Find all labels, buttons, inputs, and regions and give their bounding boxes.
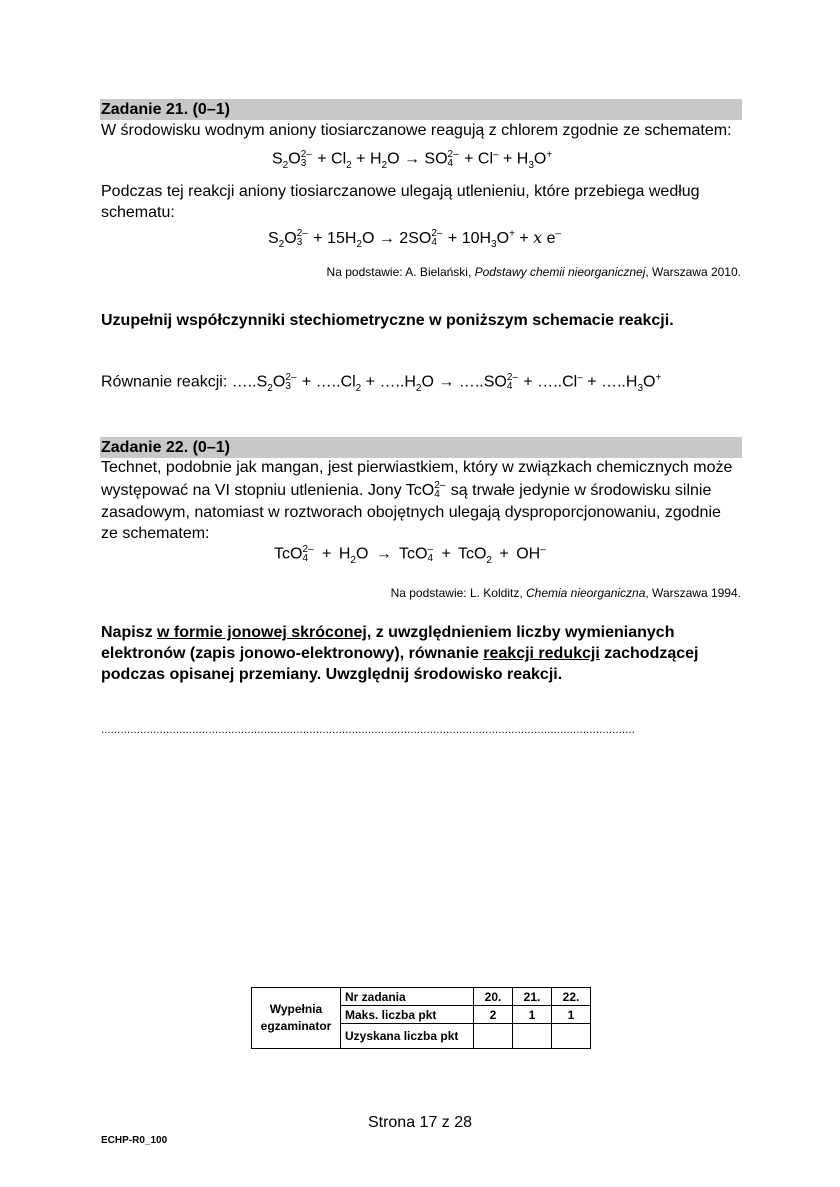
score-cell: 2 (474, 1006, 513, 1024)
task21-para2: schematu: (101, 204, 175, 221)
task22-header: Zadanie 22. (0–1) (100, 437, 742, 458)
task21-equation2: $S_2O$ 2– 3 + $15H_2O \to 2SO$ 2– 4 + $10H_3O^+ + x$ e– (268, 228, 562, 251)
task22-equation: TcO 2– 4 + $H_2O$ → TcO – 4 + TcO$_2$ + OH– (274, 544, 546, 566)
task21-instruction: Uzupełnij współczynniki stechiometryczne w poniższym schemacie reakcji. (101, 312, 674, 329)
task21-source: Na podstawie: A. Bielański, Podstawy chemii nieorganicznej, Warszawa 2010. (326, 265, 741, 279)
task22-line4: ze schematem: (101, 525, 210, 542)
score-cell: 21. (513, 988, 552, 1006)
task21-answer-equation: Równanie reakcji: $\dots..S_2O$ 2– 3 + $\dots..Cl_2$ + $\dots..H_2O$ → …..SO 2– 4 + …..Cl– + $\dots..H_3O^+$ (101, 372, 662, 394)
task21-equation1: $S_2O$ 2– 3 + $Cl_2 + H_2O$ → SO 2– 4 + $Cl^- + H_3O^+$ (272, 149, 553, 171)
score-table (251, 987, 591, 1049)
task22-line3: zasadowym, natomiast w roztworach obojętnych ulegają dysproporcjonowaniu, zgodnie (101, 504, 721, 521)
task22-instruction-line1: Napisz w formie jonowej skróconej, z uwzględnieniem liczby wymienianych (101, 624, 675, 641)
score-row-label: Maks. liczba pkt (341, 1006, 474, 1024)
score-cell: 1 (513, 1006, 552, 1024)
exam-code: ECHP-R0_100 (101, 1135, 168, 1146)
task22-answer-line[interactable]: .................................................................................................................................................................... (101, 724, 636, 736)
page-number: Strona 17 z 28 (367, 1114, 473, 1131)
task22-source: Na podstawie: L. Kolditz, Chemia nieorganiczna, Warszawa 1994. (390, 586, 741, 600)
score-cell: 1 (552, 1006, 591, 1024)
score-table-side-label: Wypełnia egzaminator (252, 988, 341, 1049)
task21-para1: Podczas tej reakcji aniony tiosiarczanowe ulegają utlenieniu, które przebiega według (101, 183, 700, 200)
task21-intro: W środowisku wodnym aniony tiosiarczanowe reagują z chlorem zgodnie ze schematem: (101, 122, 732, 139)
task22-line1: Technet, podobnie jak mangan, jest pierwiastkiem, który w związkach chemicznych może (101, 459, 733, 476)
score-input-cell[interactable] (513, 1024, 552, 1049)
task21-header: Zadanie 21. (0–1) (100, 99, 742, 120)
task22-instruction-line2: elektronów (zapis jonowo-elektronowy), równanie reakcji redukcji zachodzącej (101, 645, 699, 662)
score-cell: 22. (552, 988, 591, 1006)
score-input-cell[interactable] (552, 1024, 591, 1049)
score-row-label: Nr zadania (341, 988, 474, 1006)
task22-line2: występować na VI stopniu utlenienia. Jony TcO 2– 4 są trwałe jedynie w środowisku silnie (101, 480, 712, 501)
score-cell: 20. (474, 988, 513, 1006)
score-row-label: Uzyskana liczba pkt (341, 1024, 474, 1049)
score-input-cell[interactable] (474, 1024, 513, 1049)
task22-instruction-line3: podczas opisanej przemiany. Uwzględnij środowisko reakcji. (101, 666, 563, 683)
